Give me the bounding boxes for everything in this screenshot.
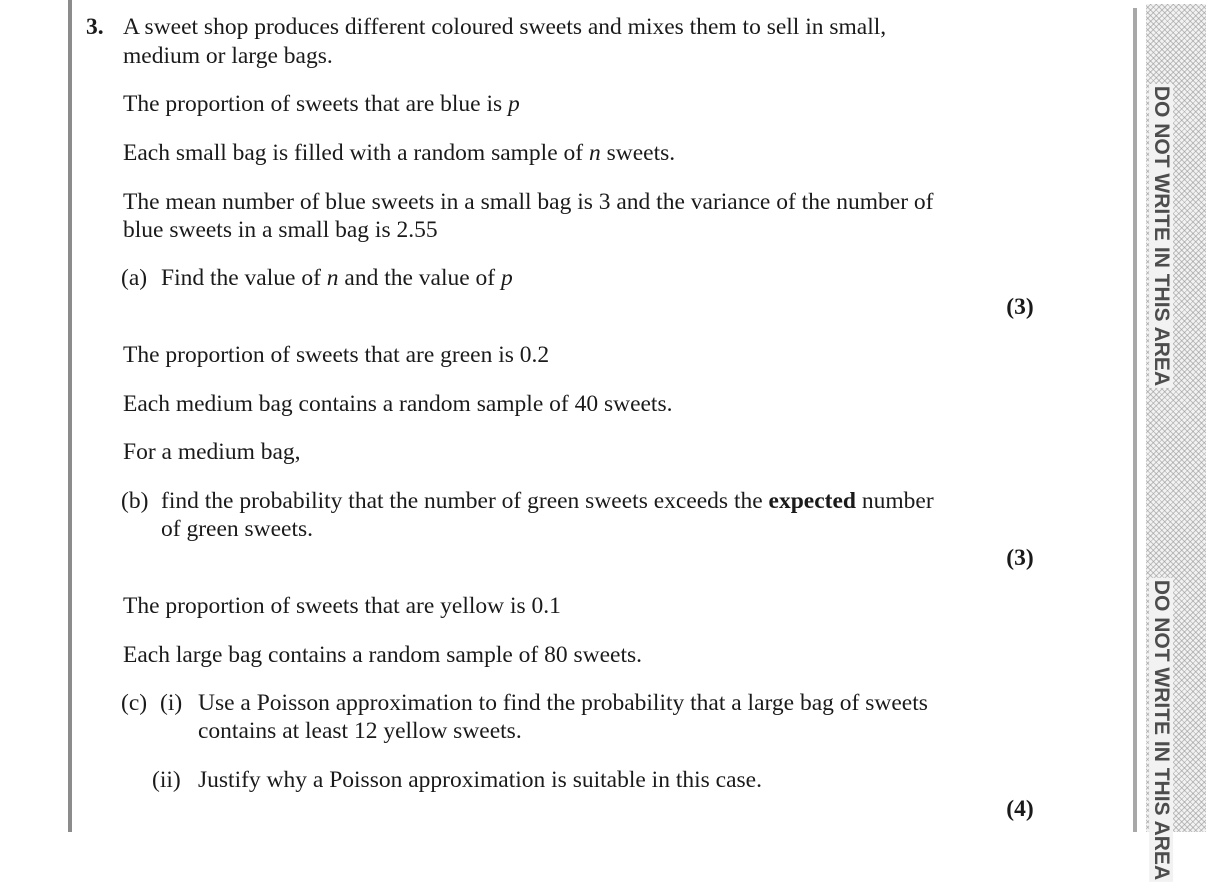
part-b-question-line-1: find the probability that the number of green sweets exceeds the expected number — [161, 488, 934, 514]
part-b-marks: (3) — [1006, 545, 1034, 571]
right-margin-rule — [1133, 8, 1137, 832]
part-b-label: (b) — [121, 488, 149, 514]
blue-proportion: The proportion of sweets that are blue is p — [123, 91, 520, 117]
intro-line-2: medium or large bags. — [123, 43, 333, 69]
medium-bag-sentence: Each medium bag contains a random sample of 40 sweets. — [123, 391, 673, 417]
intro-line-1: A sweet shop produces different coloured sweets and mixes them to sell in small, — [123, 14, 887, 40]
mean-variance-line-1: The mean number of blue sweets in a small bag is 3 and the variance of the number of — [123, 189, 934, 215]
part-c-ii-text: Justify why a Poisson approximation is suitable in this case. — [198, 767, 762, 793]
part-c-i-line-2: contains at least 12 yellow sweets. — [198, 718, 522, 744]
part-c-i-label: (i) — [160, 690, 183, 716]
part-c-label: (c) — [121, 690, 148, 716]
part-c-ii-label: (ii) — [152, 767, 181, 793]
mean-variance-line-2: blue sweets in a small bag is 2.55 — [123, 217, 438, 243]
green-proportion: The proportion of sweets that are green is 0.2 — [123, 342, 550, 368]
margin-warning-bottom — [1149, 574, 1173, 886]
part-c-i-line-1: Use a Poisson approximation to find the probability that a large bag of sweets — [198, 690, 928, 716]
large-bag-sentence: Each large bag contains a random sample of 80 sweets. — [123, 642, 643, 668]
part-b-question-line-2: of green sweets. — [161, 516, 314, 542]
part-a-question: Find the value of n and the value of p — [161, 265, 513, 291]
part-a-label: (a) — [121, 265, 148, 291]
yellow-proportion: The proportion of sweets that are yellow is 0.1 — [123, 593, 561, 619]
question-number: 3. — [86, 14, 104, 40]
margin-warning-top — [1149, 80, 1173, 392]
small-bag-sentence: Each small bag is filled with a random sample of n sweets. — [123, 140, 676, 166]
for-medium-bag: For a medium bag, — [123, 439, 301, 465]
part-c-marks: (4) — [1006, 796, 1034, 822]
part-a-marks: (3) — [1006, 294, 1034, 320]
left-margin-rule — [68, 0, 72, 832]
margin-warning-bottom-text: DO NOT WRITE IN THIS AREA — [1150, 579, 1173, 881]
margin-warning-top-text: DO NOT WRITE IN THIS AREA — [1150, 85, 1173, 387]
